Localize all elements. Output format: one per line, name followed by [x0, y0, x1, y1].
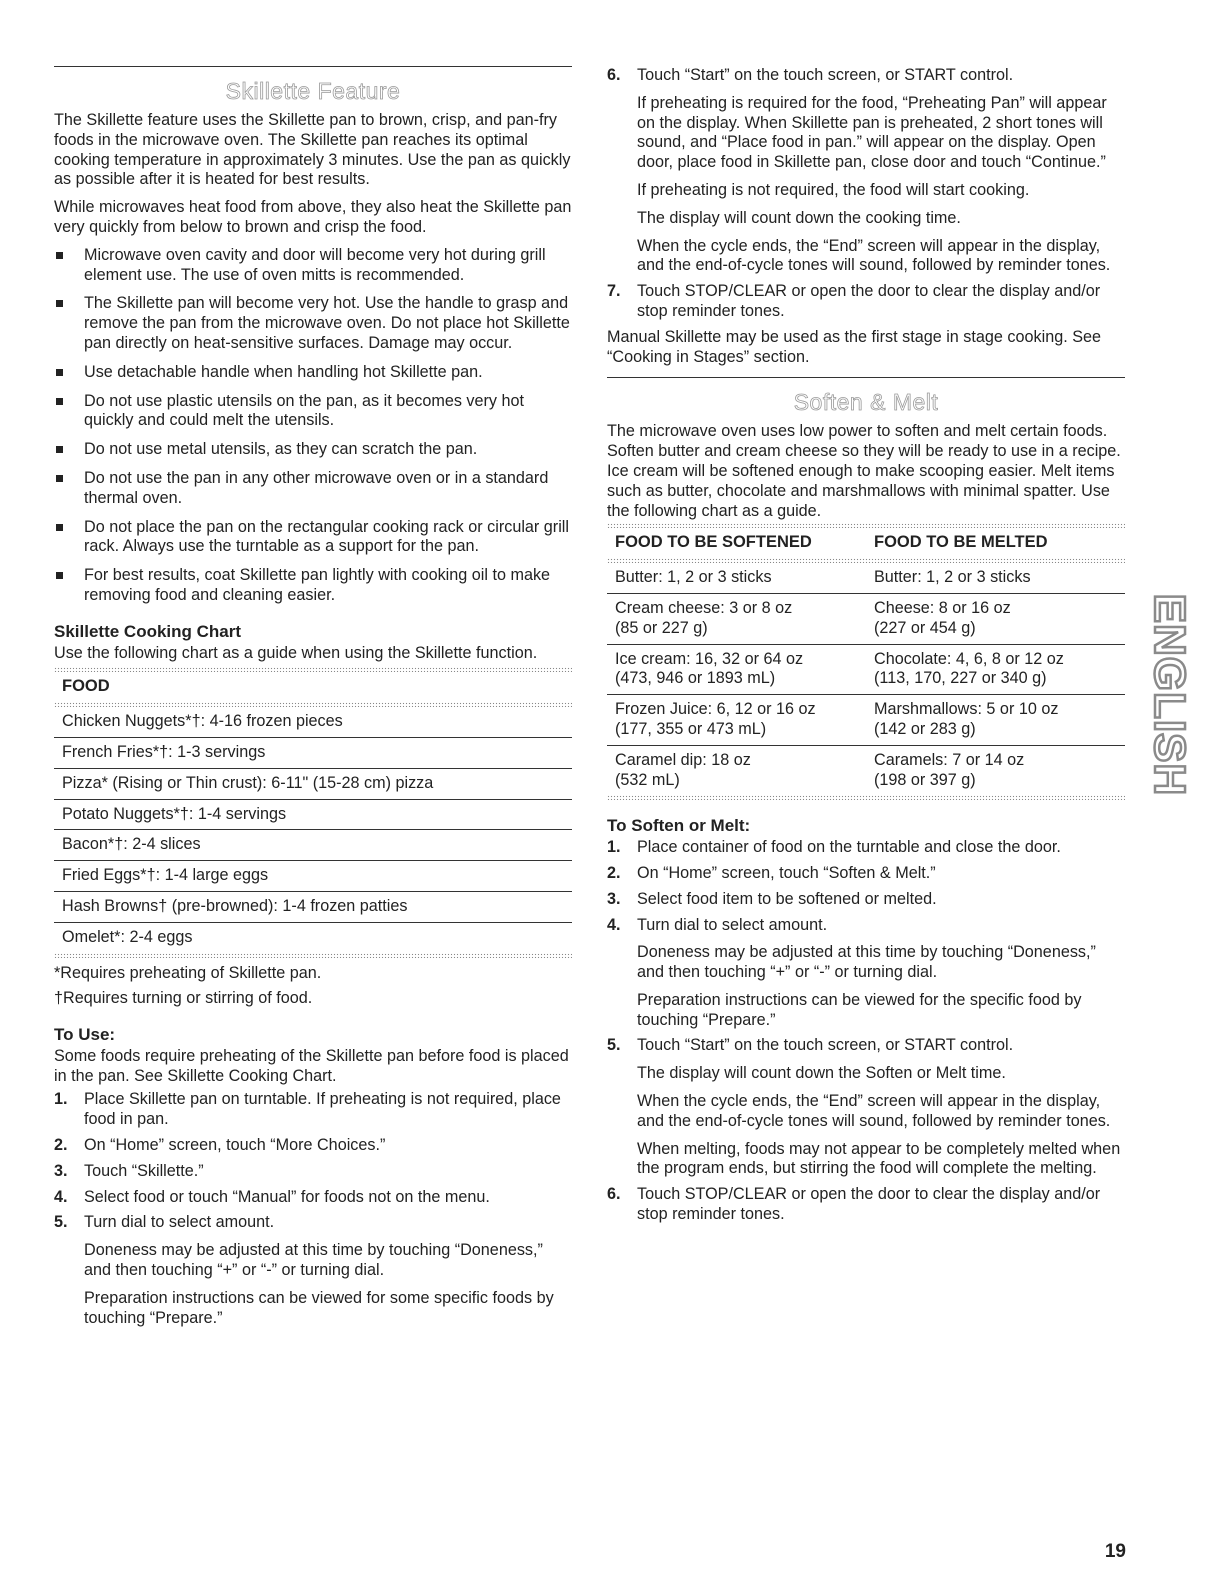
soften-steps: [607, 838, 1125, 1225]
chart-notes: [54, 964, 572, 1010]
footnote: *Requires preheating of Skillette pan.: [54, 963, 322, 982]
table-row: [54, 830, 572, 861]
dotted-rule: [54, 953, 572, 958]
soften-melt-title: Soften & Melt: [793, 389, 939, 416]
skillette-cooking-chart: [54, 672, 572, 952]
table-cell: [866, 644, 1125, 695]
table-row: [54, 799, 572, 830]
step-text: Select food item to be softened or melted.: [637, 889, 937, 908]
table-cell: [607, 563, 866, 593]
table-cell: [866, 745, 1125, 795]
bullet-item: Do not use metal utensils, as they can scratch the pan.: [54, 440, 572, 460]
table-cell: Omelet*: 2-4 eggs: [62, 927, 193, 946]
column-header: FOOD TO BE SOFTENED: [615, 533, 812, 552]
cell-line: (142 or 283 g): [874, 719, 976, 738]
step-number: 4.: [607, 915, 621, 934]
step-text: Touch STOP/CLEAR or open the door to clear the display and/or stop reminder tones.: [637, 1185, 1101, 1224]
table-row: [607, 563, 1125, 593]
step-subtext: When melting, foods may not appear to be completely melted when the program ends, but stirring the food will complete the melting.: [637, 1139, 1121, 1178]
cell-line: Butter: 1, 2 or 3 sticks: [615, 568, 772, 587]
table-row: [607, 644, 1125, 695]
right-column: [607, 66, 1125, 1231]
step-item: [607, 864, 1125, 884]
table-cell: Pizza* (Rising or Thin crust): 6-11" (15-28 cm) pizza: [54, 768, 572, 799]
bullet-item: Use detachable handle when handling hot Skillette pan.: [54, 363, 572, 383]
cell-line: (177, 355 or 473 mL): [615, 719, 767, 738]
step-item: [607, 890, 1125, 910]
cell-line: (198 or 397 g): [874, 770, 976, 789]
cell-line: Chocolate: 4, 6, 8 or 12 oz: [874, 649, 1064, 668]
bullet-item: For best results, coat Skillette pan lightly with cooking oil to make removing food and cleaning easier.: [54, 566, 572, 606]
table-row: [54, 922, 572, 952]
skillette-feature-title: Skillette Feature: [225, 78, 401, 104]
table-cell: [866, 563, 1125, 593]
section-rule: [607, 377, 1125, 378]
table-cell: [866, 593, 1125, 644]
table-cell: [607, 593, 866, 644]
step-item: [54, 1162, 572, 1182]
step-text: Turn dial to select amount.: [637, 915, 828, 934]
table-row: [54, 891, 572, 922]
step-subtext: The display will count down the Soften or Melt time.: [637, 1064, 1006, 1083]
cell-line: Cream cheese: 3 or 8 oz: [615, 598, 793, 617]
table-row: [54, 737, 572, 768]
step-subtext: If preheating is required for the food, “Preheating Pan” will appear on the display. When Skillette pan is preheated, 2 short tones will sound, and “Place food in pan.” will appear on the display. Open door, place food in Skillette pan, close door and touch “Continue.”: [637, 93, 1107, 172]
chart-header: FOOD: [62, 677, 110, 696]
step-text: Touch “Start” on the touch screen, or START control.: [637, 66, 1014, 84]
step-number: 3.: [607, 889, 621, 908]
step-subtext: When the cycle ends, the “End” screen will appear in the display, and the end-of-cycle tones will sound, followed by reminder tones.: [637, 1092, 1111, 1130]
step-subtext: Preparation instructions can be viewed for some specific foods by touching “Prepare.”: [84, 1288, 554, 1327]
cell-line: (227 or 454 g): [874, 618, 976, 637]
step-subtext: Preparation instructions can be viewed for the specific food by touching “Prepare.”: [637, 990, 1082, 1029]
table-row: [607, 593, 1125, 644]
safety-bullets: [54, 246, 572, 606]
bullet-item: Microwave oven cavity and door will become very hot during grill element use. The use of oven mitts is recommended.: [54, 246, 572, 286]
step-item: [54, 1213, 572, 1328]
step-subtext: Doneness may be adjusted at this time by touching “Doneness,” and then touching “+” or “-” or turning dial.: [637, 943, 1096, 982]
table-cell: [866, 695, 1125, 746]
step-item: [54, 1188, 572, 1208]
cooking-chart-heading: Skillette Cooking Chart: [54, 621, 242, 641]
table-row: [54, 861, 572, 892]
step-text: Touch “Start” on the touch screen, or START control.: [637, 1036, 1014, 1055]
skillette-steps-continued: [607, 66, 1125, 322]
table-row: [607, 745, 1125, 795]
cell-line: Caramel dip: 18 oz: [615, 750, 751, 769]
step-number: 2.: [54, 1136, 68, 1155]
cell-line: (532 mL): [615, 770, 680, 789]
table-cell: Bacon*†: 2-4 slices: [54, 830, 572, 861]
to-soften-heading: To Soften or Melt:: [607, 816, 751, 836]
step-text: Place Skillette pan on turntable. If preheating is not required, place food in pan.: [84, 1090, 561, 1129]
step-item: [607, 916, 1125, 1031]
to-use-heading: To Use:: [54, 1025, 116, 1045]
section-rule: [54, 66, 572, 67]
step-subtext: The display will count down the cooking time.: [637, 208, 961, 227]
table-row: [54, 707, 572, 737]
table-cell: [607, 745, 866, 795]
step-number: 7.: [607, 282, 621, 301]
table-cell: Hash Browns† (pre-browned): 1-4 frozen patties: [54, 891, 572, 922]
step-number: 6.: [607, 1185, 621, 1204]
step-text: Turn dial to select amount.: [84, 1213, 275, 1232]
step-number: 3.: [54, 1161, 68, 1180]
cell-line: (473, 946 or 1893 mL): [615, 669, 776, 688]
cooking-chart-intro: Use the following chart as a guide when using the Skillette function.: [54, 643, 538, 662]
step-text: On “Home” screen, touch “More Choices.”: [84, 1136, 386, 1155]
side-tab-label: ENGLISH: [1144, 593, 1194, 797]
table-row: [607, 695, 1125, 746]
soften-melt-intro: The microwave oven uses low power to soften and melt certain foods. Soften butter and cream cheese so they will be ready to use in a recipe. Ice cream will be softened enough to make scooping easier. Melt items such as butter, chocolate and marshmallows with minimal spatter. Use the following chart as a guide.: [607, 422, 1121, 520]
table-cell: [607, 695, 866, 746]
step-text: Touch “Skillette.”: [84, 1161, 204, 1180]
step-number: 4.: [54, 1187, 68, 1206]
step-text: Place container of food on the turntable and close the door.: [637, 838, 1061, 857]
to-use-intro: Some foods require preheating of the Skillette pan before food is placed in the pan. See Skillette Cooking Chart.: [54, 1046, 569, 1085]
cell-line: Ice cream: 16, 32 or 64 oz: [615, 649, 804, 668]
bullet-item: Do not place the pan on the rectangular cooking rack or circular grill rack. Always use the turntable as a support for the pan.: [54, 518, 572, 558]
bullet-item: Do not use plastic utensils on the pan, as it becomes very hot quickly and could melt the utensils.: [54, 392, 572, 432]
intro-paragraph: While microwaves heat food from above, they also heat the Skillette pan very quickly from below to brown and crisp the food.: [54, 198, 572, 236]
to-use-steps: [54, 1090, 572, 1328]
table-cell: [607, 644, 866, 695]
soften-melt-chart: [607, 528, 1125, 795]
column-header: FOOD TO BE MELTED: [874, 533, 1048, 552]
language-side-tab: [1144, 560, 1194, 830]
step-item: [54, 1136, 572, 1156]
table-cell: Fried Eggs*†: 1-4 large eggs: [54, 861, 572, 892]
step-number: 1.: [54, 1090, 68, 1109]
bullet-item: The Skillette pan will become very hot. Use the handle to grasp and remove the pan from the microwave oven. Do not place hot Skillette pan directly on heat-sensitive surfaces. Damage may occur.: [54, 294, 572, 353]
step-item: [607, 1185, 1125, 1225]
cell-line: (113, 170, 227 or 340 g): [874, 669, 1047, 688]
table-cell: Potato Nuggets*†: 1-4 servings: [54, 799, 572, 830]
step-text: Touch STOP/CLEAR or open the door to clear the display and/or stop reminder tones.: [637, 282, 1101, 320]
step-item: [607, 282, 1125, 322]
table-row: [54, 768, 572, 799]
left-column: [54, 66, 572, 1334]
step-text: On “Home” screen, touch “Soften & Melt.”: [637, 863, 936, 882]
step-number: 2.: [607, 863, 621, 882]
table-cell: French Fries*†: 1-3 servings: [54, 737, 572, 768]
step-subtext: Doneness may be adjusted at this time by touching “Doneness,” and then touching “+” or “-” or turning dial.: [84, 1241, 543, 1280]
cell-line: Marshmallows: 5 or 10 oz: [874, 700, 1059, 719]
step-text: Select food or touch “Manual” for foods not on the menu.: [84, 1187, 490, 1206]
cell-line: Butter: 1, 2 or 3 sticks: [874, 568, 1031, 587]
step-item: [607, 838, 1125, 858]
dotted-rule: [607, 795, 1125, 800]
step-subtext: If preheating is not required, the food will start cooking.: [637, 180, 1030, 199]
footnote: †Requires turning or stirring of food.: [54, 989, 313, 1008]
table-cell: Chicken Nuggets*†: 4-16 frozen pieces: [54, 707, 572, 737]
step-number: 5.: [607, 1036, 621, 1055]
manual-skillette-note: Manual Skillette may be used as the first stage in stage cooking. See “Cooking in Stages” section.: [607, 327, 1101, 366]
step-number: 6.: [607, 66, 621, 84]
step-subtext: When the cycle ends, the “End” screen will appear in the display, and the end-of-cycle tones will sound, followed by reminder tones.: [637, 236, 1111, 275]
intro-paragraph: The Skillette feature uses the Skillette pan to brown, crisp, and pan-fry foods in the microwave oven. The Skillette pan reaches its optimal cooking temperature in approximately 3 minutes. Use the pan as quickly as possible after it is heated for best results.: [54, 111, 571, 189]
step-number: 1.: [607, 838, 621, 857]
cell-line: (85 or 227 g): [615, 618, 708, 637]
step-item: [607, 1036, 1125, 1179]
step-number: 5.: [54, 1213, 68, 1232]
step-item: [54, 1090, 572, 1130]
step-item: [607, 66, 1125, 276]
bullet-item: Do not use the pan in any other microwave oven or in a standard thermal oven.: [54, 469, 572, 509]
page-number: 19: [1104, 1541, 1126, 1562]
cell-line: Frozen Juice: 6, 12 or 16 oz: [615, 700, 816, 719]
cell-line: Caramels: 7 or 14 oz: [874, 750, 1025, 769]
cell-line: Cheese: 8 or 16 oz: [874, 598, 1011, 617]
